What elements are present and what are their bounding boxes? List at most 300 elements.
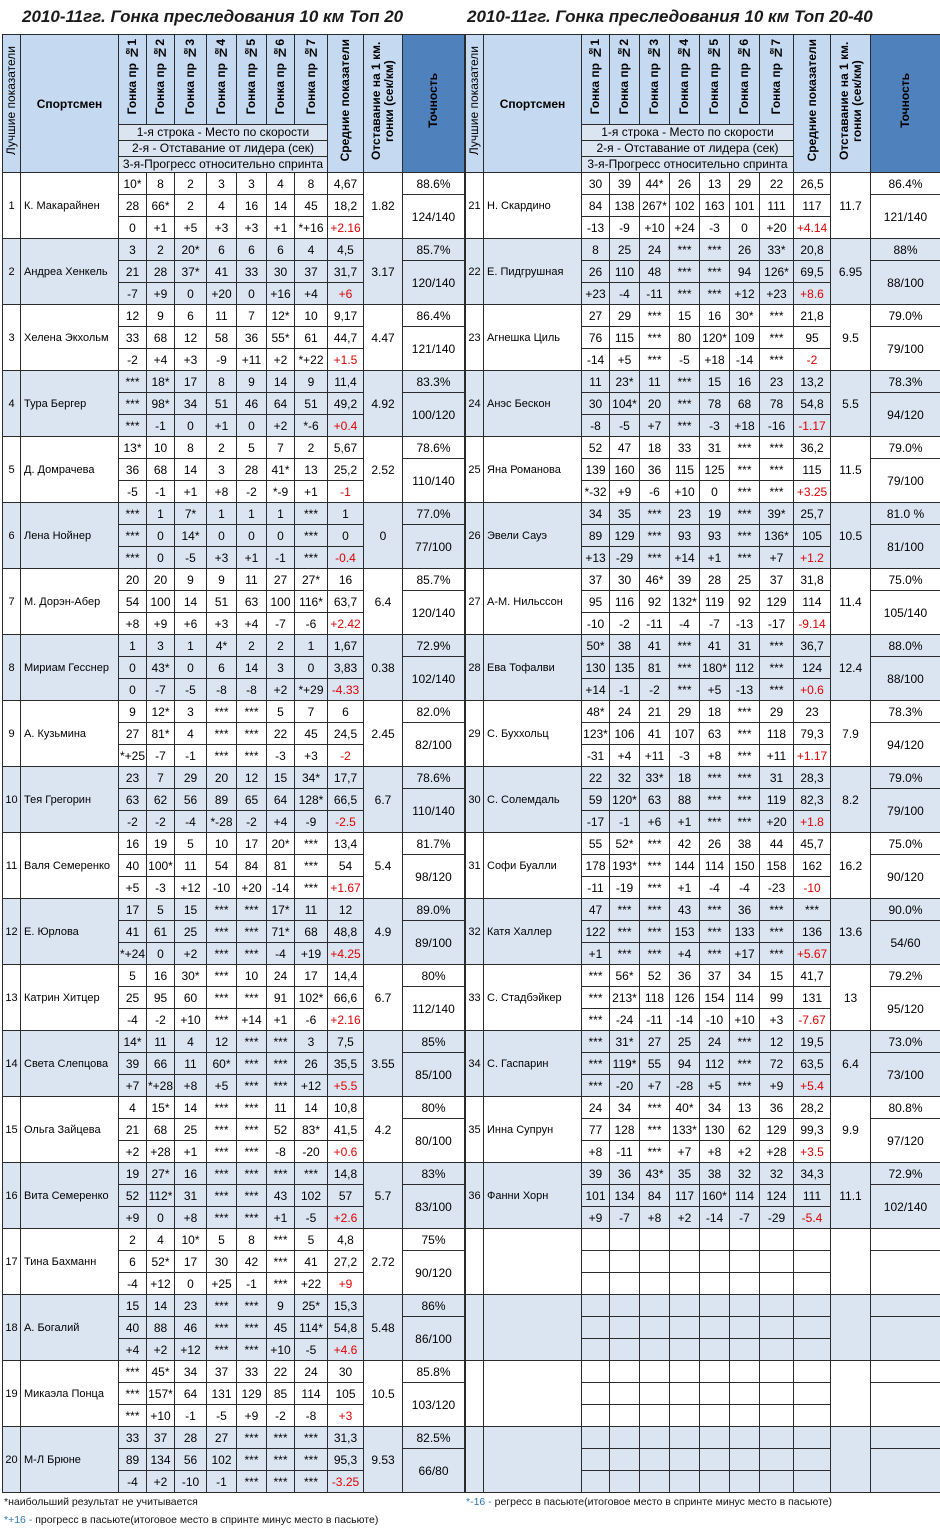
race-cell <box>760 1405 794 1427</box>
accuracy-ratio: 103/120 <box>403 1383 465 1427</box>
athlete-name: Н. Скардино <box>484 173 582 239</box>
race-cell: *** <box>207 1009 237 1031</box>
race-cell: 24 <box>700 1031 730 1053</box>
header-avg: Средние показатели <box>328 35 364 173</box>
race-cell: 11 <box>175 1053 207 1075</box>
race-cell: +2 <box>730 1141 760 1163</box>
race-cell: 78 <box>760 393 794 415</box>
table-row <box>466 701 940 723</box>
athlete-name: Фанни Хорн <box>484 1163 582 1229</box>
race-cell: -23 <box>760 877 794 899</box>
race-cell: 111 <box>760 195 794 217</box>
race-cell: 133 <box>730 921 760 943</box>
race-cell: *** <box>700 239 730 261</box>
athlete-name <box>484 1361 582 1427</box>
race-cell: -1 <box>207 1471 237 1493</box>
race-cell <box>640 1449 670 1471</box>
accuracy-ratio: 124/140 <box>403 195 465 239</box>
race-cell: 33* <box>760 239 794 261</box>
race-cell: *** <box>237 723 267 745</box>
athlete-name: Эвели Сауэ <box>484 503 582 569</box>
race-cell: 52 <box>119 1185 147 1207</box>
rank <box>466 1361 484 1427</box>
race-cell: +24 <box>670 217 700 239</box>
table-row <box>3 1361 465 1383</box>
race-cell: +7 <box>760 547 794 569</box>
race-cell: 24 <box>582 1097 610 1119</box>
race-cell: -2 <box>267 1405 295 1427</box>
race-cell: 150 <box>730 855 760 877</box>
avg-cell: 25,7 <box>794 503 831 525</box>
avg-cell: 35,5 <box>328 1053 364 1075</box>
table-row <box>466 1427 940 1449</box>
avg-cell: -9.14 <box>794 613 831 635</box>
accuracy-percent: 86.4% <box>871 173 940 195</box>
avg-cell: 124 <box>794 657 831 679</box>
avg-cell: 36,2 <box>794 437 831 459</box>
race-cell: +2 <box>175 943 207 965</box>
race-cell: +8 <box>119 613 147 635</box>
accuracy-percent: 88.0% <box>871 635 940 657</box>
rank: 8 <box>3 635 21 701</box>
race-cell: 92 <box>730 591 760 613</box>
race-cell: -2 <box>147 1009 175 1031</box>
race-cell: 23 <box>119 767 147 789</box>
race-cell <box>670 1251 700 1273</box>
race-cell: -10 <box>582 613 610 635</box>
race-cell: 45* <box>147 1361 175 1383</box>
header-athlete: Спортсмен <box>484 35 582 173</box>
avg-cell <box>794 1471 831 1493</box>
race-cell: 118 <box>760 723 794 745</box>
race-cell: 38 <box>610 635 640 657</box>
header-accuracy: Точность <box>871 35 940 173</box>
header-race-3: Гонка пр №3 <box>175 35 207 125</box>
race-cell: -2 <box>147 811 175 833</box>
accuracy-percent: 82.0% <box>403 701 465 723</box>
rank: 15 <box>3 1097 21 1163</box>
avg-cell: 17,7 <box>328 767 364 789</box>
table-row <box>3 437 465 459</box>
race-cell: 267* <box>640 195 670 217</box>
table-row <box>466 1163 940 1185</box>
athlete-name: Агнешка Циль <box>484 305 582 371</box>
avg-cell: 41,5 <box>328 1119 364 1141</box>
race-cell: *** <box>640 327 670 349</box>
race-cell: -7 <box>730 1207 760 1229</box>
race-cell: 89 <box>582 525 610 547</box>
race-cell: *** <box>237 1053 267 1075</box>
race-cell: *** <box>640 833 670 855</box>
race-cell <box>640 1295 670 1317</box>
race-cell: 31 <box>760 767 794 789</box>
race-cell: *** <box>700 261 730 283</box>
avg-cell: 95,3 <box>328 1449 364 1471</box>
avg-cell: +0.6 <box>328 1141 364 1163</box>
accuracy-percent: 85.8% <box>403 1361 465 1383</box>
race-cell: 17 <box>237 833 267 855</box>
race-cell: 48* <box>582 701 610 723</box>
race-cell <box>582 1383 610 1405</box>
avg-cell: 15,3 <box>328 1295 364 1317</box>
race-cell: *+16 <box>295 217 328 239</box>
race-cell: 114 <box>295 1383 328 1405</box>
table-row <box>466 1295 940 1317</box>
accuracy-ratio: 112/140 <box>403 987 465 1031</box>
race-cell: +5 <box>175 217 207 239</box>
race-cell: +7 <box>119 1075 147 1097</box>
header-race-7: Гонка пр №7 <box>295 35 328 125</box>
avg-cell: +1.17 <box>794 745 831 767</box>
race-cell: -11 <box>640 613 670 635</box>
race-cell <box>610 1295 640 1317</box>
race-cell: 9 <box>267 1295 295 1317</box>
race-cell: -5 <box>670 349 700 371</box>
race-cell: *** <box>207 701 237 723</box>
race-cell: *** <box>760 437 794 459</box>
race-cell: 14 <box>147 1295 175 1317</box>
gap-per-km: 4.92 <box>364 371 403 437</box>
race-cell: 22 <box>582 767 610 789</box>
accuracy-ratio: 90/120 <box>403 1251 465 1295</box>
race-cell: +1 <box>670 811 700 833</box>
race-cell: 119* <box>610 1053 640 1075</box>
race-cell <box>730 1383 760 1405</box>
race-cell: 128* <box>295 789 328 811</box>
table-row <box>466 1229 940 1251</box>
race-cell: +4 <box>147 349 175 371</box>
race-cell: 95 <box>582 591 610 613</box>
race-cell: 19 <box>147 833 175 855</box>
race-cell: 0 <box>147 547 175 569</box>
race-cell <box>582 1405 610 1427</box>
accuracy-percent: 75.0% <box>871 569 940 591</box>
race-cell: 16 <box>175 1163 207 1185</box>
race-cell: 93 <box>670 525 700 547</box>
race-cell: *** <box>207 1163 237 1185</box>
race-cell: -2 <box>237 481 267 503</box>
avg-cell <box>794 1361 831 1383</box>
race-cell: *** <box>237 1317 267 1339</box>
race-cell: *+22 <box>295 349 328 371</box>
race-cell: 34 <box>175 393 207 415</box>
race-cell: *** <box>760 481 794 503</box>
race-cell: 18 <box>670 767 700 789</box>
race-cell: -4 <box>730 877 760 899</box>
accuracy-ratio: 120/140 <box>403 261 465 305</box>
race-cell: 0 <box>207 525 237 547</box>
race-cell <box>670 1317 700 1339</box>
race-cell <box>700 1251 730 1273</box>
race-cell: 158 <box>760 855 794 877</box>
gap-per-km: 6.4 <box>831 1031 871 1097</box>
race-cell: 12* <box>267 305 295 327</box>
race-cell: *** <box>237 701 267 723</box>
accuracy-percent: 79.0% <box>871 305 940 327</box>
race-cell: 94 <box>730 261 760 283</box>
race-cell: 35 <box>610 503 640 525</box>
race-cell: *** <box>610 943 640 965</box>
race-cell: 102* <box>295 987 328 1009</box>
accuracy-ratio: 100/120 <box>403 393 465 437</box>
race-cell: *** <box>730 437 760 459</box>
race-cell: 100* <box>147 855 175 877</box>
race-cell: +1 <box>582 943 610 965</box>
race-cell: +9 <box>610 481 640 503</box>
avg-cell <box>794 1317 831 1339</box>
race-cell: -5 <box>207 1405 237 1427</box>
footnote-regress: *-16 - регресс в пасьюте(итоговое место в спринте минус место в пасьюте) <box>466 1496 833 1508</box>
race-cell: *** <box>640 1141 670 1163</box>
race-cell: 52* <box>610 833 640 855</box>
race-cell: 9 <box>119 701 147 723</box>
avg-cell: 24,5 <box>328 723 364 745</box>
race-cell: 52 <box>640 965 670 987</box>
avg-cell: +3 <box>328 1405 364 1427</box>
header-athlete: Спортсмен <box>21 35 119 173</box>
avg-cell: +2.16 <box>328 1009 364 1031</box>
race-cell: 15* <box>147 1097 175 1119</box>
race-cell: 114 <box>730 1185 760 1207</box>
avg-cell: 1 <box>328 503 364 525</box>
accuracy-ratio: 94/120 <box>871 723 940 767</box>
race-cell: *-32 <box>582 481 610 503</box>
race-cell: 15 <box>267 767 295 789</box>
table-row <box>3 965 465 987</box>
race-cell: 81* <box>147 723 175 745</box>
race-cell: 5 <box>295 1229 328 1251</box>
race-cell: 55 <box>640 1053 670 1075</box>
race-cell: 84 <box>582 195 610 217</box>
race-cell: 0 <box>147 525 175 547</box>
race-cell: 10* <box>175 1229 207 1251</box>
race-cell: -11 <box>640 1009 670 1031</box>
race-cell: 0 <box>237 283 267 305</box>
race-cell: *** <box>760 349 794 371</box>
race-cell: 25 <box>119 987 147 1009</box>
avg-cell: 4,5 <box>328 239 364 261</box>
athlete-name: Лена Нойнер <box>21 503 119 569</box>
race-cell: 44 <box>760 833 794 855</box>
avg-cell: 115 <box>794 459 831 481</box>
race-cell: 91 <box>267 987 295 1009</box>
race-cell: 12 <box>175 327 207 349</box>
race-cell: 41 <box>207 261 237 283</box>
race-cell: 9 <box>147 305 175 327</box>
race-cell: 132* <box>670 591 700 613</box>
race-cell: -5 <box>175 547 207 569</box>
race-cell <box>670 1449 700 1471</box>
avg-cell: 9,17 <box>328 305 364 327</box>
race-cell: 14 <box>175 591 207 613</box>
accuracy-percent: 85.7% <box>403 569 465 591</box>
race-cell: 2 <box>207 437 237 459</box>
race-cell: *** <box>295 1427 328 1449</box>
avg-cell: +6 <box>328 283 364 305</box>
race-cell: 138 <box>610 195 640 217</box>
athlete-name: А-М. Нильссон <box>484 569 582 635</box>
athlete-name: Тина Бахманн <box>21 1229 119 1295</box>
race-cell: 8 <box>295 173 328 195</box>
header-race-1: Гонка пр №1 <box>582 35 610 125</box>
race-cell: *** <box>760 305 794 327</box>
race-cell: +9 <box>582 1207 610 1229</box>
gap-per-km: 1.82 <box>364 173 403 239</box>
race-cell: 120* <box>610 789 640 811</box>
race-cell: 0 <box>700 481 730 503</box>
race-cell: -17 <box>582 811 610 833</box>
race-cell: 43* <box>640 1163 670 1185</box>
race-cell: 15 <box>175 899 207 921</box>
race-cell <box>640 1427 670 1449</box>
athlete-name: Е. Юрлова <box>21 899 119 965</box>
right-title: 2010-11гг. Гонка преследования 10 км Топ 20-40 <box>467 7 873 26</box>
race-cell: +12 <box>147 1273 175 1295</box>
race-cell: 17 <box>295 965 328 987</box>
athlete-name: Анэс Бескон <box>484 371 582 437</box>
race-cell: *** <box>267 1053 295 1075</box>
race-cell: 25 <box>670 1031 700 1053</box>
race-cell <box>730 1251 760 1273</box>
race-cell: 30* <box>730 305 760 327</box>
race-cell: 0 <box>267 525 295 547</box>
race-cell: *-6 <box>295 415 328 437</box>
avg-cell: 4,8 <box>328 1229 364 1251</box>
race-cell: 30 <box>610 569 640 591</box>
rank: 26 <box>466 503 484 569</box>
race-cell: +5 <box>119 877 147 899</box>
race-cell: 56 <box>175 1449 207 1471</box>
avg-cell: +1.2 <box>794 547 831 569</box>
race-cell <box>640 1251 670 1273</box>
athlete-name: Софи Буалли <box>484 833 582 899</box>
race-cell: 52 <box>267 1119 295 1141</box>
race-cell: -4 <box>175 811 207 833</box>
avg-cell: 57 <box>328 1185 364 1207</box>
avg-cell: 11,4 <box>328 371 364 393</box>
athlete-name: Валя Семеренко <box>21 833 119 899</box>
race-cell: +6 <box>175 613 207 635</box>
race-cell: -2 <box>119 349 147 371</box>
header-gap: Отставание на 1 км. гонки (сек/км) <box>364 35 403 173</box>
athlete-name: Д. Домрачева <box>21 437 119 503</box>
avg-cell <box>794 1273 831 1295</box>
race-cell: -14 <box>670 1009 700 1031</box>
avg-cell: 49,2 <box>328 393 364 415</box>
race-cell: 66* <box>147 195 175 217</box>
race-cell: 118 <box>640 987 670 1009</box>
race-cell: 213* <box>610 987 640 1009</box>
race-cell <box>730 1339 760 1361</box>
race-cell: -2 <box>610 613 640 635</box>
avg-cell: 28,3 <box>794 767 831 789</box>
athlete-name: М-Л Брюне <box>21 1427 119 1493</box>
race-cell: 32 <box>760 1163 794 1185</box>
header-race-5: Гонка пр №5 <box>700 35 730 125</box>
race-cell: 64 <box>267 789 295 811</box>
race-cell: 131 <box>207 1383 237 1405</box>
race-cell: 42 <box>670 833 700 855</box>
race-cell: +28 <box>147 1141 175 1163</box>
race-cell: *** <box>640 877 670 899</box>
athlete-name: Тея Грегорин <box>21 767 119 833</box>
table-row <box>466 965 940 987</box>
avg-cell: +0.6 <box>794 679 831 701</box>
race-cell: 33 <box>119 1427 147 1449</box>
race-cell: 25 <box>175 1119 207 1141</box>
race-cell: -2 <box>640 679 670 701</box>
race-cell: 14 <box>295 1097 328 1119</box>
race-cell: *** <box>760 943 794 965</box>
avg-cell: 44,7 <box>328 327 364 349</box>
accuracy-percent: 75% <box>403 1229 465 1251</box>
race-cell: *** <box>237 745 267 767</box>
avg-cell: 82,3 <box>794 789 831 811</box>
accuracy-ratio: 98/120 <box>403 855 465 899</box>
race-cell: -7 <box>610 1207 640 1229</box>
race-cell: 42 <box>237 1251 267 1273</box>
race-cell: 30 <box>207 1251 237 1273</box>
race-cell: -3 <box>700 415 730 437</box>
race-cell <box>700 1383 730 1405</box>
race-cell: 129 <box>760 591 794 613</box>
race-cell: *** <box>730 701 760 723</box>
race-cell: *** <box>582 987 610 1009</box>
athlete-name: А. Богалий <box>21 1295 119 1361</box>
race-cell: 11 <box>175 855 207 877</box>
race-cell: *** <box>237 1163 267 1185</box>
race-cell <box>730 1273 760 1295</box>
race-cell: 32 <box>610 767 640 789</box>
avg-cell: 34,3 <box>794 1163 831 1185</box>
race-cell: 0 <box>175 415 207 437</box>
race-cell: 12 <box>237 767 267 789</box>
race-cell <box>700 1449 730 1471</box>
race-cell: *** <box>730 1053 760 1075</box>
race-cell: 0 <box>175 1273 207 1295</box>
race-cell: 34* <box>295 767 328 789</box>
avg-cell: 5,67 <box>328 437 364 459</box>
race-cell <box>760 1339 794 1361</box>
table-row <box>3 899 465 921</box>
rank: 9 <box>3 701 21 767</box>
race-cell: 92 <box>640 591 670 613</box>
race-cell <box>760 1449 794 1471</box>
race-cell: 16 <box>119 833 147 855</box>
race-cell: 124 <box>760 1185 794 1207</box>
athlete-name: Вита Семеренко <box>21 1163 119 1229</box>
avg-cell: 31,8 <box>794 569 831 591</box>
race-cell: 28 <box>119 195 147 217</box>
race-cell: *** <box>670 239 700 261</box>
header-race-2: Гонка пр №2 <box>610 35 640 125</box>
race-cell: *** <box>295 547 328 569</box>
race-cell: +1 <box>207 415 237 437</box>
accuracy-percent: 77.0% <box>403 503 465 525</box>
race-cell: *** <box>119 525 147 547</box>
race-cell: +3 <box>175 349 207 371</box>
race-cell: 1 <box>147 503 175 525</box>
race-cell: 23 <box>175 1295 207 1317</box>
race-cell: 9 <box>237 371 267 393</box>
avg-cell: 14,8 <box>328 1163 364 1185</box>
race-cell: +3 <box>237 217 267 239</box>
race-cell: 4 <box>147 1229 175 1251</box>
race-cell: 18 <box>640 437 670 459</box>
table-row <box>466 833 940 855</box>
race-cell: *-28 <box>207 811 237 833</box>
avg-cell: 54,8 <box>328 1317 364 1339</box>
